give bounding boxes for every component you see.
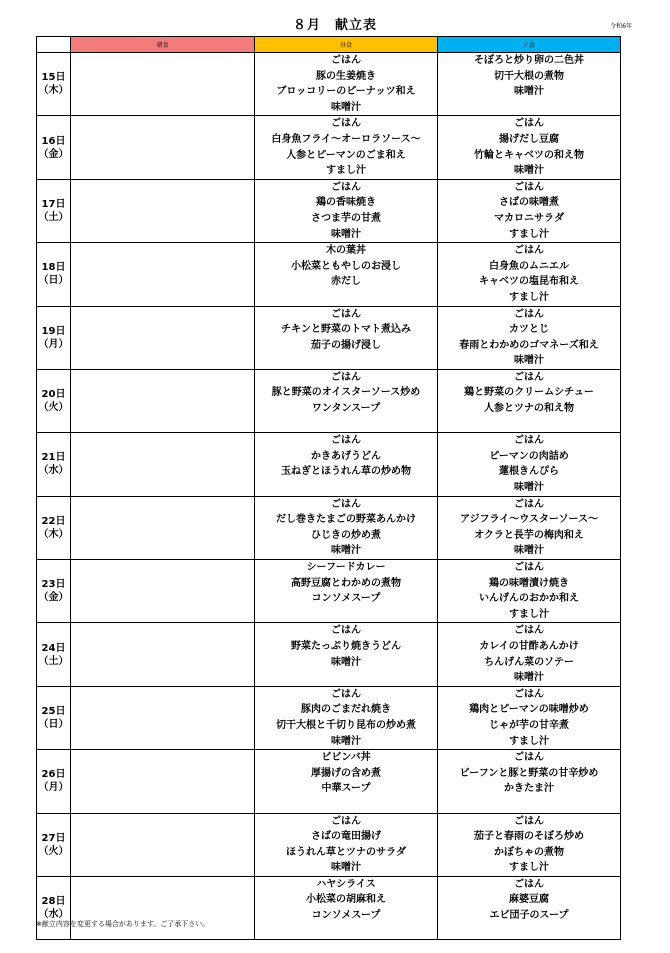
date-weekday: （日）	[38, 718, 69, 730]
header-lunch: 昼食	[255, 37, 438, 53]
lunch-item: さつま芋の甘煮	[311, 212, 381, 224]
dinner-cell	[438, 116, 621, 179]
date-cell	[37, 560, 71, 623]
lunch-item: だし巻きたまごの野菜あんかけ	[276, 514, 416, 526]
breakfast-cell	[71, 686, 255, 749]
dinner-item: オクラと長芋の梅肉和え	[474, 529, 584, 541]
dinner-item: 味噌汁	[514, 545, 544, 557]
day-row	[37, 623, 621, 686]
dinner-item: 鶏の味噌漬け焼き	[489, 577, 569, 589]
dinner-item: ごはん	[514, 752, 544, 764]
date-day: 25日	[41, 705, 66, 717]
lunch-item: ほうれん草とツナのサラダ	[286, 846, 406, 858]
date-cell	[37, 369, 71, 432]
lunch-item: チキンと野菜のトマト煮込み	[281, 324, 411, 336]
dinner-item: ごはん	[514, 118, 544, 130]
date-cell	[37, 433, 71, 496]
dinner-item: ごはん	[514, 688, 544, 700]
lunch-cell	[255, 560, 438, 623]
dinner-item: 鶏と野菜のクリームシチュー	[464, 387, 594, 399]
dinner-item: 味噌汁	[514, 672, 544, 684]
date-cell	[37, 496, 71, 559]
dinner-item: 味噌汁	[514, 482, 544, 494]
dinner-item: キャベツの塩昆布和え	[479, 276, 579, 288]
lunch-item: 味噌汁	[331, 735, 361, 747]
dinner-item: 春雨とわかめのゴマネーズ和え	[459, 339, 599, 351]
lunch-item	[255, 290, 437, 306]
dinner-item: ちんげん菜のソテー	[484, 656, 574, 668]
lunch-item: シーフードカレー	[306, 562, 386, 573]
lunch-item: 豚の生姜焼き	[316, 70, 376, 82]
dinner-item: カツとじ	[509, 324, 549, 336]
lunch-item: コンソメスープ	[311, 910, 381, 922]
breakfast-cell	[71, 369, 255, 432]
date-day: 17日	[41, 198, 66, 210]
lunch-item: ハヤシライス	[316, 878, 376, 890]
lunch-cell	[255, 53, 438, 116]
dinner-item: かきたま汁	[504, 783, 554, 795]
lunch-item: 高野豆腐とわかめの煮物	[291, 577, 401, 589]
dinner-cell	[438, 686, 621, 749]
lunch-item: コンソメスープ	[311, 593, 381, 605]
date-weekday: （火）	[38, 402, 69, 414]
lunch-item: 豚肉のごまだれ焼き	[301, 704, 391, 716]
dinner-item: 麻婆豆腐	[509, 894, 549, 906]
lunch-item: 切干大根と千切り昆布の炒め煮	[276, 719, 416, 731]
lunch-item: 味噌汁	[331, 101, 361, 113]
lunch-item: ごはん	[331, 55, 361, 66]
dinner-item: 味噌汁	[514, 86, 544, 98]
lunch-item: ごはん	[331, 498, 361, 510]
lunch-item	[255, 417, 437, 433]
date-cell	[37, 686, 71, 749]
lunch-cell	[255, 243, 438, 306]
date-weekday: （月）	[38, 338, 69, 350]
day-row	[37, 179, 621, 242]
dinner-cell	[438, 813, 621, 876]
dinner-item: かぼちゃの煮物	[494, 846, 564, 858]
dinner-item: いんげんのおかか和え	[479, 593, 579, 605]
date-cell	[37, 750, 71, 813]
lunch-item: ごはん	[331, 435, 361, 447]
dinner-item: じゃが芋の甘辛煮	[489, 719, 569, 731]
lunch-item: 味噌汁	[331, 862, 361, 874]
date-day: 16日	[41, 135, 66, 147]
dinner-item: すまし汁	[509, 228, 549, 240]
lunch-item: 木の葉丼	[326, 245, 366, 257]
dinner-item: 白身魚のムニエル	[489, 260, 569, 272]
date-weekday: （日）	[38, 275, 69, 287]
lunch-cell	[255, 496, 438, 559]
dinner-item: ごはん	[514, 498, 544, 510]
dinner-item: ごはん	[514, 815, 544, 827]
header-breakfast: 朝食	[71, 37, 255, 53]
dinner-item: そぼろと炒り卵の二色丼	[474, 55, 584, 66]
dinner-cell	[438, 750, 621, 813]
breakfast-cell	[71, 623, 255, 686]
day-row	[37, 433, 621, 496]
breakfast-cell	[71, 433, 255, 496]
date-cell	[37, 243, 71, 306]
breakfast-cell	[71, 306, 255, 369]
lunch-item: ビビンバ丼	[321, 752, 371, 764]
header-row	[37, 37, 621, 53]
breakfast-cell	[71, 750, 255, 813]
date-weekday: （金）	[38, 148, 69, 160]
lunch-item: 小松菜の胡麻和え	[306, 894, 386, 906]
dinner-item: 鶏肉とピーマンの味噌炒め	[469, 704, 589, 716]
date-day: 27日	[41, 832, 66, 844]
dinner-item	[438, 417, 620, 433]
day-row	[37, 243, 621, 306]
breakfast-cell	[71, 496, 255, 559]
lunch-cell	[255, 306, 438, 369]
lunch-item: ひじきの炒め煮	[311, 529, 381, 541]
date-day: 23日	[41, 579, 66, 591]
lunch-item: ブロッコリーのピーナッツ和え	[276, 86, 416, 98]
dinner-item: 蓮根きんぴら	[499, 466, 559, 478]
breakfast-cell	[71, 53, 255, 116]
lunch-item: 茄子の揚げ浸し	[311, 339, 381, 351]
lunch-item: 人参とピーマンのごま和え	[286, 149, 406, 161]
lunch-item	[255, 353, 437, 369]
dinner-item	[438, 100, 620, 116]
lunch-item: 赤だし	[331, 276, 361, 288]
dinner-item: すまし汁	[509, 735, 549, 747]
date-weekday: （火）	[38, 845, 69, 857]
dinner-item: 味噌汁	[514, 355, 544, 367]
dinner-cell	[438, 306, 621, 369]
dinner-item: ごはん	[514, 435, 544, 447]
day-row	[37, 306, 621, 369]
lunch-item: 厚揚げの含め煮	[311, 767, 381, 779]
date-cell	[37, 623, 71, 686]
breakfast-cell	[71, 876, 255, 939]
date-day: 28日	[41, 896, 66, 908]
lunch-cell	[255, 813, 438, 876]
lunch-item: 味噌汁	[331, 545, 361, 557]
dinner-item: 竹輪とキャベツの和え物	[474, 149, 584, 161]
lunch-item: 味噌汁	[331, 656, 361, 668]
dinner-item: すまし汁	[509, 608, 549, 620]
breakfast-cell	[71, 179, 255, 242]
lunch-item: ごはん	[331, 815, 361, 827]
dinner-item: ごはん	[514, 878, 544, 890]
lunch-item	[255, 607, 437, 623]
header-date	[37, 37, 71, 53]
lunch-item	[255, 480, 437, 496]
dinner-item: ビーフンと豚と野菜の甘辛炒め	[459, 767, 599, 779]
date-weekday: （木）	[38, 528, 69, 540]
lunch-item: ごはん	[331, 118, 361, 130]
dinner-item	[438, 797, 620, 813]
date-cell	[37, 813, 71, 876]
dinner-cell	[438, 876, 621, 939]
date-cell	[37, 53, 71, 116]
dinner-item: ピーマンの肉詰め	[489, 450, 569, 462]
day-row	[37, 876, 621, 939]
dinner-cell	[438, 496, 621, 559]
lunch-cell	[255, 750, 438, 813]
lunch-item: かきあげうどん	[311, 450, 381, 462]
dinner-item: マカロニサラダ	[494, 212, 564, 224]
page-title: ８月 献立表	[292, 18, 377, 33]
date-weekday: （土）	[38, 655, 69, 667]
lunch-item: 豚と野菜のオイスターソース炒め	[271, 387, 421, 399]
date-day: 18日	[41, 262, 66, 274]
breakfast-cell	[71, 243, 255, 306]
dinner-cell	[438, 433, 621, 496]
breakfast-cell	[71, 813, 255, 876]
dinner-item: 味噌汁	[514, 165, 544, 177]
lunch-item: 小松菜ともやしのお浸し	[291, 260, 401, 272]
date-day: 20日	[41, 389, 66, 401]
lunch-item	[255, 797, 437, 813]
date-weekday: （土）	[38, 211, 69, 223]
lunch-item: ごはん	[331, 308, 361, 320]
dinner-cell	[438, 369, 621, 432]
date-cell	[37, 116, 71, 179]
dinner-cell	[438, 179, 621, 242]
lunch-cell	[255, 686, 438, 749]
lunch-item: ワンタンスープ	[311, 403, 381, 415]
date-day: 22日	[41, 515, 66, 527]
lunch-item: すまし汁	[326, 165, 366, 177]
dinner-item: ごはん	[514, 245, 544, 257]
dinner-item: 人参とツナの和え物	[484, 403, 574, 415]
lunch-item: ごはん	[331, 688, 361, 700]
date-day: 21日	[41, 452, 66, 464]
date-weekday: （水）	[38, 465, 69, 477]
date-cell	[37, 306, 71, 369]
dinner-item: 切干大根の煮物	[494, 70, 564, 82]
lunch-cell	[255, 623, 438, 686]
lunch-cell	[255, 179, 438, 242]
date-weekday: （木）	[38, 85, 69, 97]
day-row	[37, 53, 621, 116]
lunch-item: さばの竜田揚げ	[311, 831, 381, 843]
dinner-item: すまし汁	[509, 862, 549, 874]
header-dinner: 夕食	[438, 37, 621, 53]
lunch-item	[255, 670, 437, 686]
day-row	[37, 496, 621, 559]
dinner-item: すまし汁	[509, 291, 549, 303]
lunch-item: 白身魚フライ～オーロラソース～	[271, 133, 421, 145]
day-row	[37, 750, 621, 813]
date-day: 26日	[41, 769, 66, 781]
dinner-item: ごはん	[514, 181, 544, 193]
date-day: 19日	[41, 325, 66, 337]
lunch-item: ごはん	[331, 625, 361, 637]
dinner-cell	[438, 623, 621, 686]
date-cell	[37, 876, 71, 939]
dinner-item: 揚げだし豆腐	[499, 133, 559, 145]
dinner-item: ごはん	[514, 371, 544, 383]
dinner-cell	[438, 53, 621, 116]
footnote: ※献立内容を変更する場合があります。ご了承下さい。	[36, 920, 210, 928]
breakfast-cell	[71, 116, 255, 179]
dinner-item: ごはん	[514, 625, 544, 637]
dinner-item: アジフライ～ウスターソース～	[459, 514, 599, 526]
breakfast-cell	[71, 560, 255, 623]
date-weekday: （金）	[38, 592, 69, 604]
lunch-cell	[255, 433, 438, 496]
dinner-cell	[438, 243, 621, 306]
lunch-item: 野菜たっぷり焼きうどん	[291, 640, 401, 652]
menu-table	[36, 36, 621, 940]
dinner-item: さばの味噌煮	[499, 197, 559, 209]
lunch-cell	[255, 116, 438, 179]
lunch-item: 玉ねぎとほうれん草の炒め物	[281, 466, 411, 478]
lunch-item: ごはん	[331, 181, 361, 193]
day-row	[37, 560, 621, 623]
era-label: 令和6年	[610, 23, 632, 30]
dinner-item: ごはん	[514, 562, 544, 573]
lunch-item	[255, 924, 437, 940]
lunch-cell	[255, 369, 438, 432]
day-row	[37, 116, 621, 179]
dinner-item: エビ団子のスープ	[489, 910, 569, 922]
date-weekday: （月）	[38, 782, 69, 794]
dinner-item: 茄子と春雨のそぼろ炒め	[474, 831, 584, 843]
lunch-item: ごはん	[331, 371, 361, 383]
date-day: 15日	[41, 72, 66, 84]
dinner-item	[438, 924, 620, 940]
date-cell	[37, 179, 71, 242]
date-day: 24日	[41, 642, 66, 654]
dinner-item: カレイの甘酢あんかけ	[479, 640, 579, 652]
day-row	[37, 813, 621, 876]
day-row	[37, 369, 621, 432]
date-weekday: （水）	[38, 909, 69, 921]
lunch-item: 味噌汁	[331, 228, 361, 240]
lunch-item: 鶏の香味焼き	[316, 197, 376, 209]
day-row	[37, 686, 621, 749]
lunch-item: 中華スープ	[321, 783, 371, 795]
lunch-cell	[255, 876, 438, 939]
dinner-cell	[438, 560, 621, 623]
dinner-item: ごはん	[514, 308, 544, 320]
